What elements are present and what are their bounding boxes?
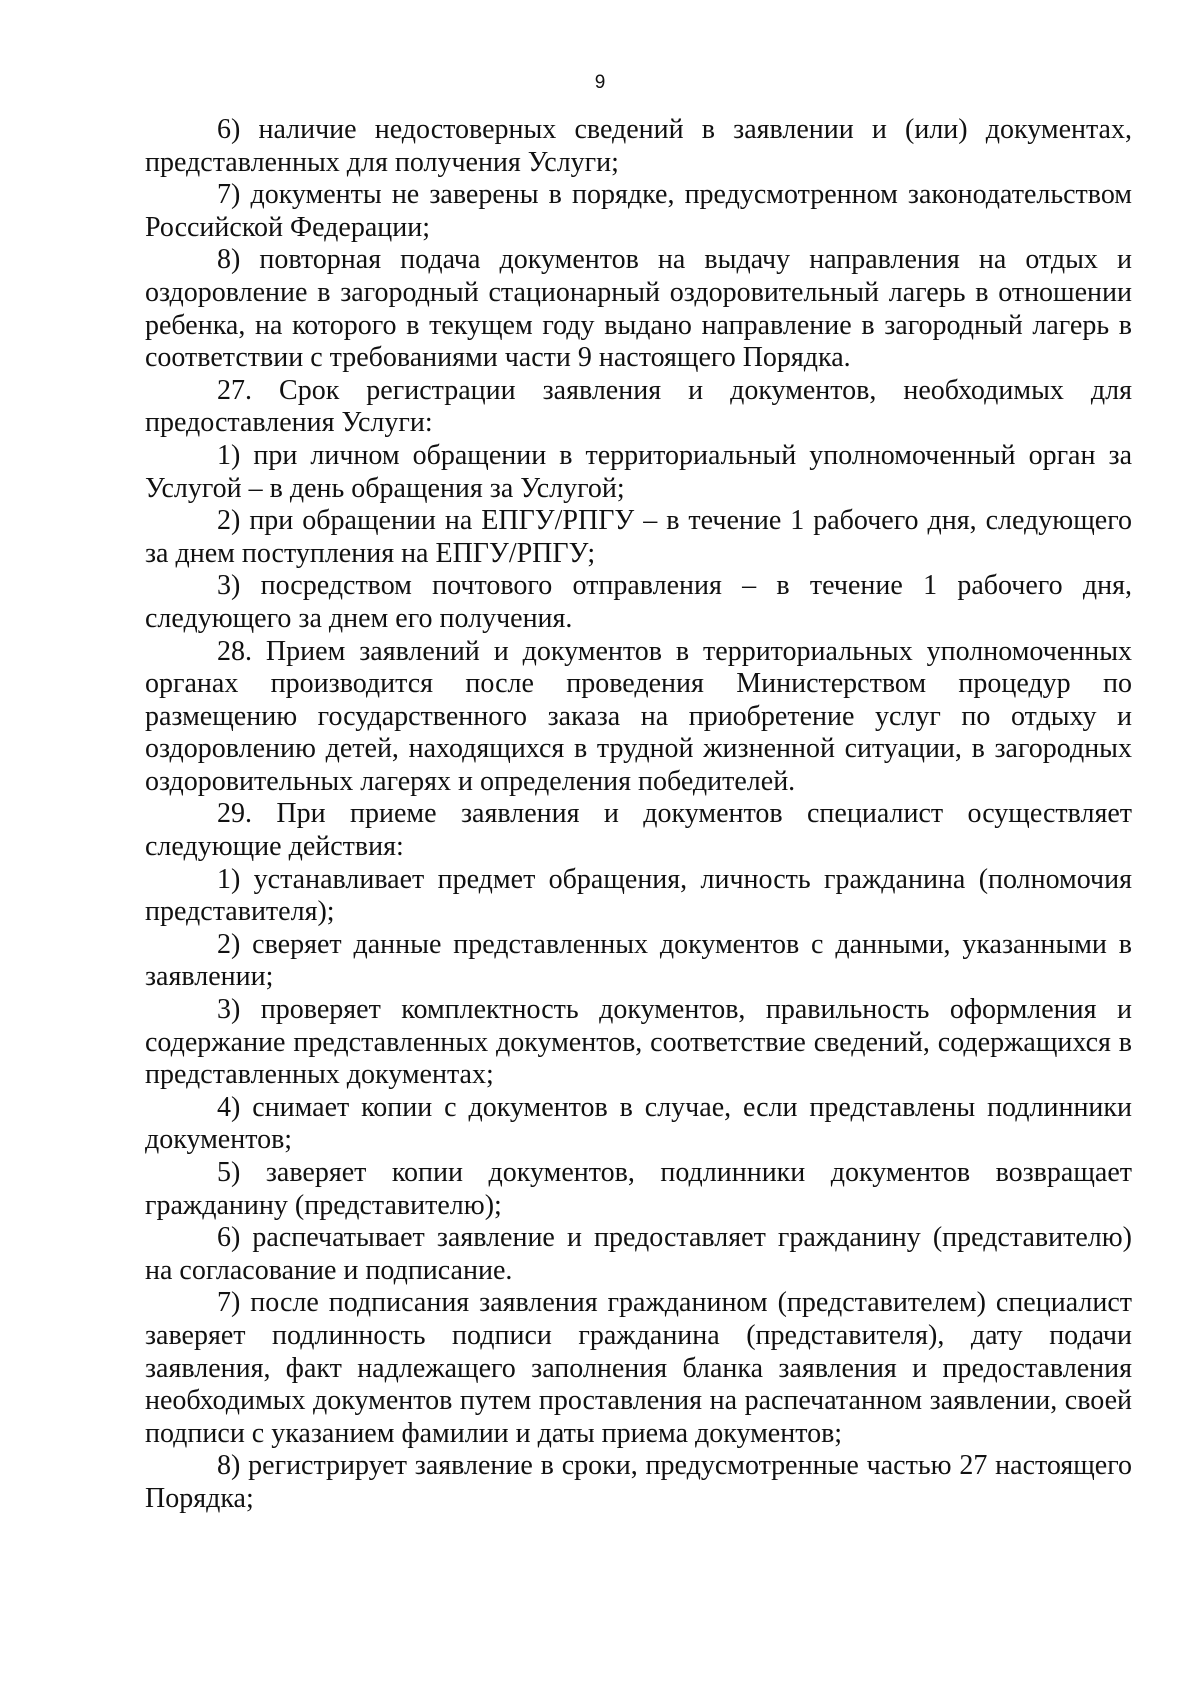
page-number: 9 xyxy=(594,72,606,93)
paragraph-29-item-1: 1) устанавливает предмет обращения, личность гражданина (полномочия представителя); xyxy=(145,863,1132,928)
paragraph-item-7-not-certified: 7) документы не заверены в порядке, предусмотренном законодательством Российской Федерации; xyxy=(145,179,1132,243)
paragraph-29-item-7: 7) после подписания заявления гражданином (представителем) специалист заверяет подлинность подписи гражданина (представителя), дату подачи заявления, факт надлежащего заполнения бланка заявления и предоставления необходимых документов путем проставления на распечатанном заявлении, своей подписи с указанием фамилии и даты приема документов; xyxy=(145,1287,1132,1449)
paragraph-section-27-registration-term: 27. Срок регистрации заявления и документов, необходимых для предоставления Услуги: xyxy=(145,374,1132,439)
document-body xyxy=(145,114,1132,1516)
paragraph-item-8-repeat-submission: 8) повторная подача документов на выдачу направления на отдых и оздоровление в загородный стационарный оздоровительный лагерь в отношении ребенка, на которого в текущем году выдано направление в загородный лагерь в соответствии с требованиями части 9 настоящего Порядка. xyxy=(145,244,1132,374)
paragraph-29-item-4: 4) снимает копии с документов в случае, если представлены подлинники документов; xyxy=(145,1091,1132,1156)
paragraph-29-item-6: 6) распечатывает заявление и предоставляет гражданину (представителю) на согласование и подписание. xyxy=(145,1222,1132,1286)
paragraph-29-item-8: 8) регистрирует заявление в сроки, предусмотренные частью 27 настоящего Порядка; xyxy=(145,1450,1132,1514)
paragraph-29-item-2: 2) сверяет данные представленных документов с данными, указанными в заявлении; xyxy=(145,928,1132,993)
paragraph-29-item-5: 5) заверяет копии документов, подлинники документов возвращает гражданину (представителю); xyxy=(145,1157,1132,1221)
paragraph-section-29-specialist-actions: 29. При приеме заявления и документов специалист осуществляет следующие действия: xyxy=(145,798,1132,863)
paragraph-27-item-1-personal-visit: 1) при личном обращении в территориальный уполномоченный орган за Услугой – в день обращения за Услугой; xyxy=(145,439,1132,504)
paragraph-27-item-2-epgu-rpgu: 2) при обращении на ЕПГУ/РПГУ – в течение 1 рабочего дня, следующего за днем поступления на ЕПГУ/РПГУ; xyxy=(145,505,1132,569)
paragraph-27-item-3-postal: 3) посредством почтового отправления – в течение 1 рабочего дня, следующего за днем его получения. xyxy=(145,570,1132,634)
paragraph-item-6-unreliable-info: 6) наличие недостоверных сведений в заявлении и (или) документах, представленных для получения Услуги; xyxy=(145,114,1132,178)
paragraph-section-28-acceptance: 28. Прием заявлений и документов в территориальных уполномоченных органах производится после проведения Министерством процедур по размещению государственного заказа на приобретение услуг по отдыху и оздоровлению детей, находящихся в трудной жизненной ситуации, в загородных оздоровительных лагерях и определения победителей. xyxy=(145,635,1132,797)
paragraph-29-item-3: 3) проверяет комплектность документов, правильность оформления и содержание представленных документов, соответствие сведений, содержащихся в представленных документах; xyxy=(145,994,1132,1091)
